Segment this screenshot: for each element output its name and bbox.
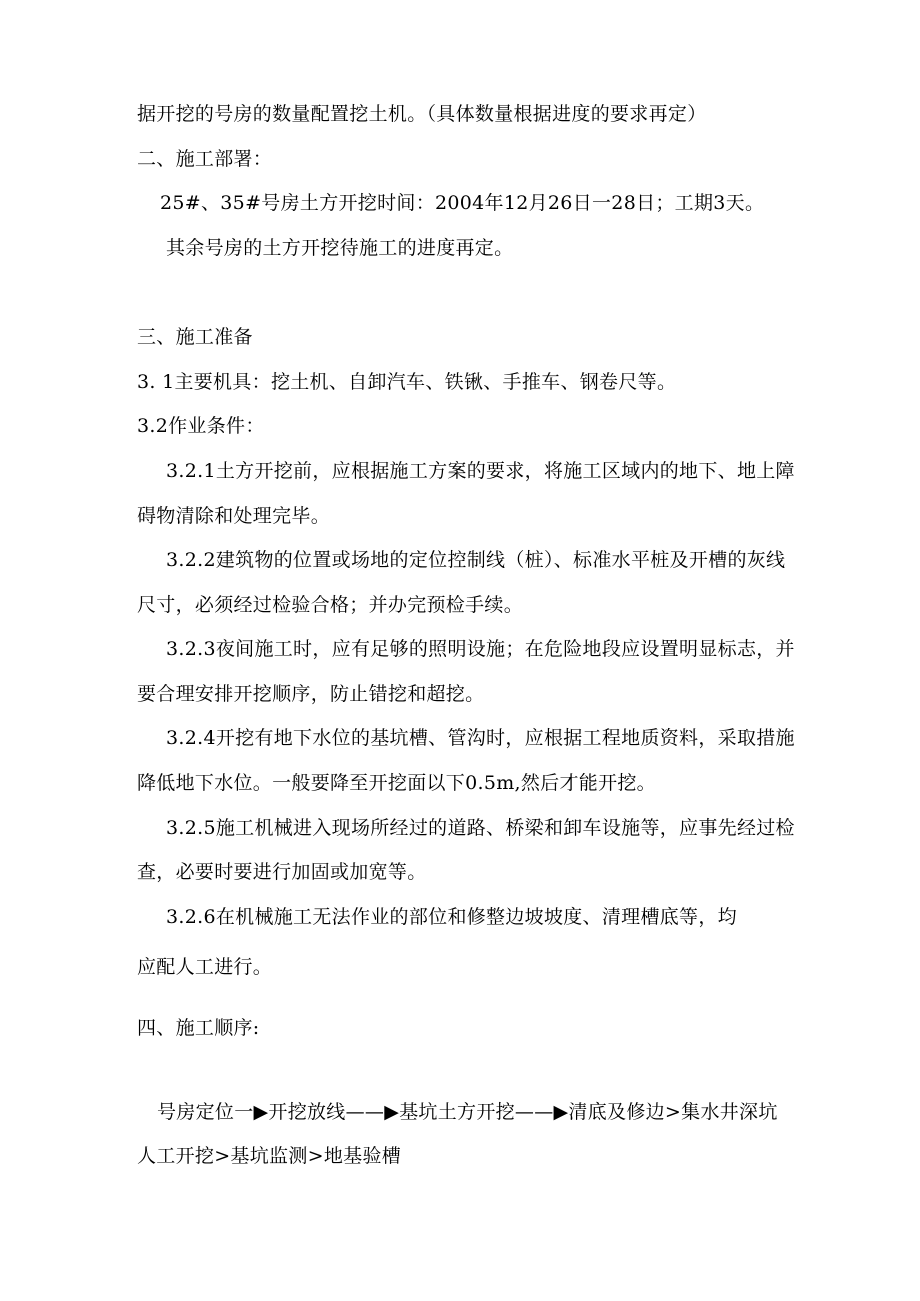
section-heading: 三、施工准备 — [137, 326, 253, 348]
text-line: 3.2.2建筑物的位置或场地的定位控制线（桩）、标准水平桩及开槽的灰线 — [166, 549, 786, 571]
text-line: 要合理安排开挖顺序，防止错挖和超挖。 — [137, 683, 485, 705]
subsection-heading: 3.2作业条件： — [137, 415, 265, 437]
text-line: 3.2.3夜间施工时，应有足够的照明设施；在危险地段应设置明显标志，并 — [166, 638, 795, 660]
text-line: 3.2.1土方开挖前，应根据施工方案的要求，将施工区域内的地下、地上障 — [166, 460, 795, 482]
text-line: 碍物清除和处理完毕。 — [137, 505, 331, 527]
text-line: 3.2.4开挖有地下水位的基坑槽、管沟时，应根据工程地质资料，采取措施 — [166, 727, 795, 749]
text-line: 人工开挖>基坑监测>地基验槽 — [137, 1145, 402, 1167]
text-line: 查，必要时要进行加固或加宽等。 — [137, 861, 427, 883]
text-line: 25#、35#号房土方开挖时间：2004年12月26日一28日；工期3天。 — [160, 192, 765, 214]
text-line: 据开挖的号房的数量配置挖土机。（具体数量根据进度的要求再定） — [137, 103, 707, 125]
text-line: 应配人工进行。 — [137, 956, 273, 978]
section-heading: 四、施工顺序: — [137, 1017, 260, 1039]
section-heading: 二、施工部署： — [137, 148, 273, 170]
text-line: 尺寸，必须经过检验合格；并办完预检手续。 — [137, 594, 524, 616]
text-line: 3. 1主要机具：挖土机、自卸汽车、铁锹、手推车、钢卷尺等。 — [137, 371, 677, 393]
text-line: 其余号房的土方开挖待施工的进度再定。 — [166, 237, 514, 259]
text-line: 3.2.5施工机械进入现场所经过的道路、桥梁和卸车设施等，应事先经过检 — [166, 817, 795, 839]
text-line: 号房定位一▶开挖放线——▶基坑土方开挖——▶清底及修边>集水井深坑 — [157, 1101, 778, 1123]
text-line: 3.2.6在机械施工无法作业的部位和修整边坡坡度、清理槽底等，均 — [166, 906, 737, 928]
text-line: 降低地下水位。一般要降至开挖面以下0.5m,然后才能开挖。 — [137, 772, 656, 794]
